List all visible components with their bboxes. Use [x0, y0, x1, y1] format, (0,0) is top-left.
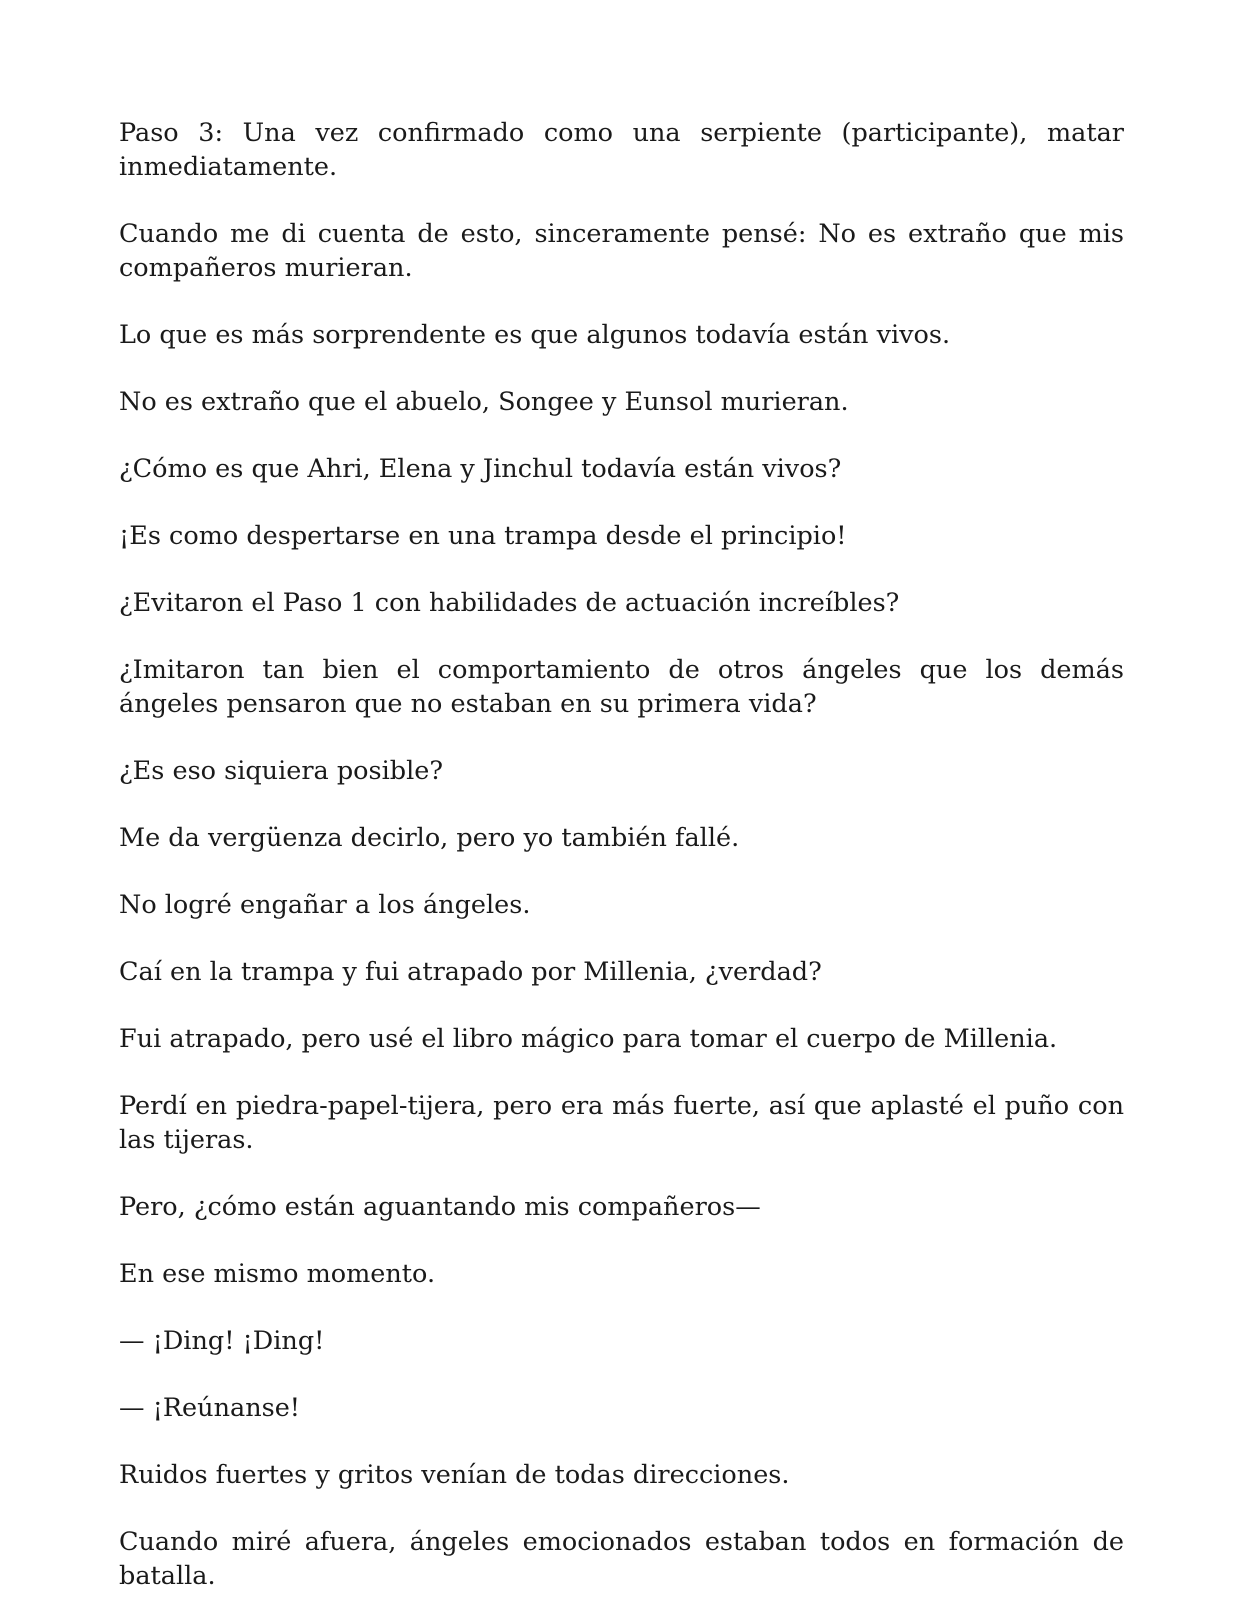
paragraph: Fui atrapado, pero usé el libro mágico para tomar el cuerpo de Millenia.	[119, 1024, 1058, 1054]
paragraph: En ese mismo momento.	[119, 1259, 436, 1289]
paragraph: Caí en la trampa y fui atrapado por Millenia, ¿verdad?	[119, 957, 822, 987]
paragraph: ¿Cómo es que Ahri, Elena y Jinchul todavía están vivos?	[119, 454, 842, 484]
paragraph: ¿Imitaron tan bien el comportamiento de otros ángeles que los demás ángeles pensaron que no estaban en su primera vida?	[119, 655, 1124, 719]
paragraph: ¡Es como despertarse en una trampa desde el principio!	[119, 521, 847, 551]
paragraph: No es extraño que el abuelo, Songee y Eunsol murieran.	[119, 387, 849, 417]
paragraph: ¿Es eso siquiera posible?	[119, 756, 444, 786]
paragraph: Pero, ¿cómo están aguantando mis compañeros—	[119, 1192, 761, 1222]
paragraph: Lo que es más sorprendente es que algunos todavía están vivos.	[119, 320, 951, 350]
paragraph: — ¡Reúnanse!	[119, 1393, 301, 1423]
paragraph: Cuando me di cuenta de esto, sinceramente pensé: No es extraño que mis compañeros murieran.	[119, 219, 1124, 283]
paragraph: Cuando miré afuera, ángeles emocionados estaban todos en formación de batalla.	[119, 1527, 1124, 1591]
document-body	[119, 116, 1124, 1593]
paragraph: Paso 3: Una vez confirmado como una serpiente (participante), matar inmediatamente.	[119, 118, 1124, 182]
paragraph: Perdí en piedra-papel-tijera, pero era más fuerte, así que aplasté el puño con las tijeras.	[119, 1091, 1124, 1155]
paragraph: Me da vergüenza decirlo, pero yo también fallé.	[119, 823, 740, 853]
paragraph: Ruidos fuertes y gritos venían de todas direcciones.	[119, 1460, 790, 1490]
paragraph: ¿Evitaron el Paso 1 con habilidades de actuación increíbles?	[119, 588, 900, 618]
paragraph: — ¡Ding! ¡Ding!	[119, 1326, 325, 1356]
paragraph: No logré engañar a los ángeles.	[119, 890, 531, 920]
